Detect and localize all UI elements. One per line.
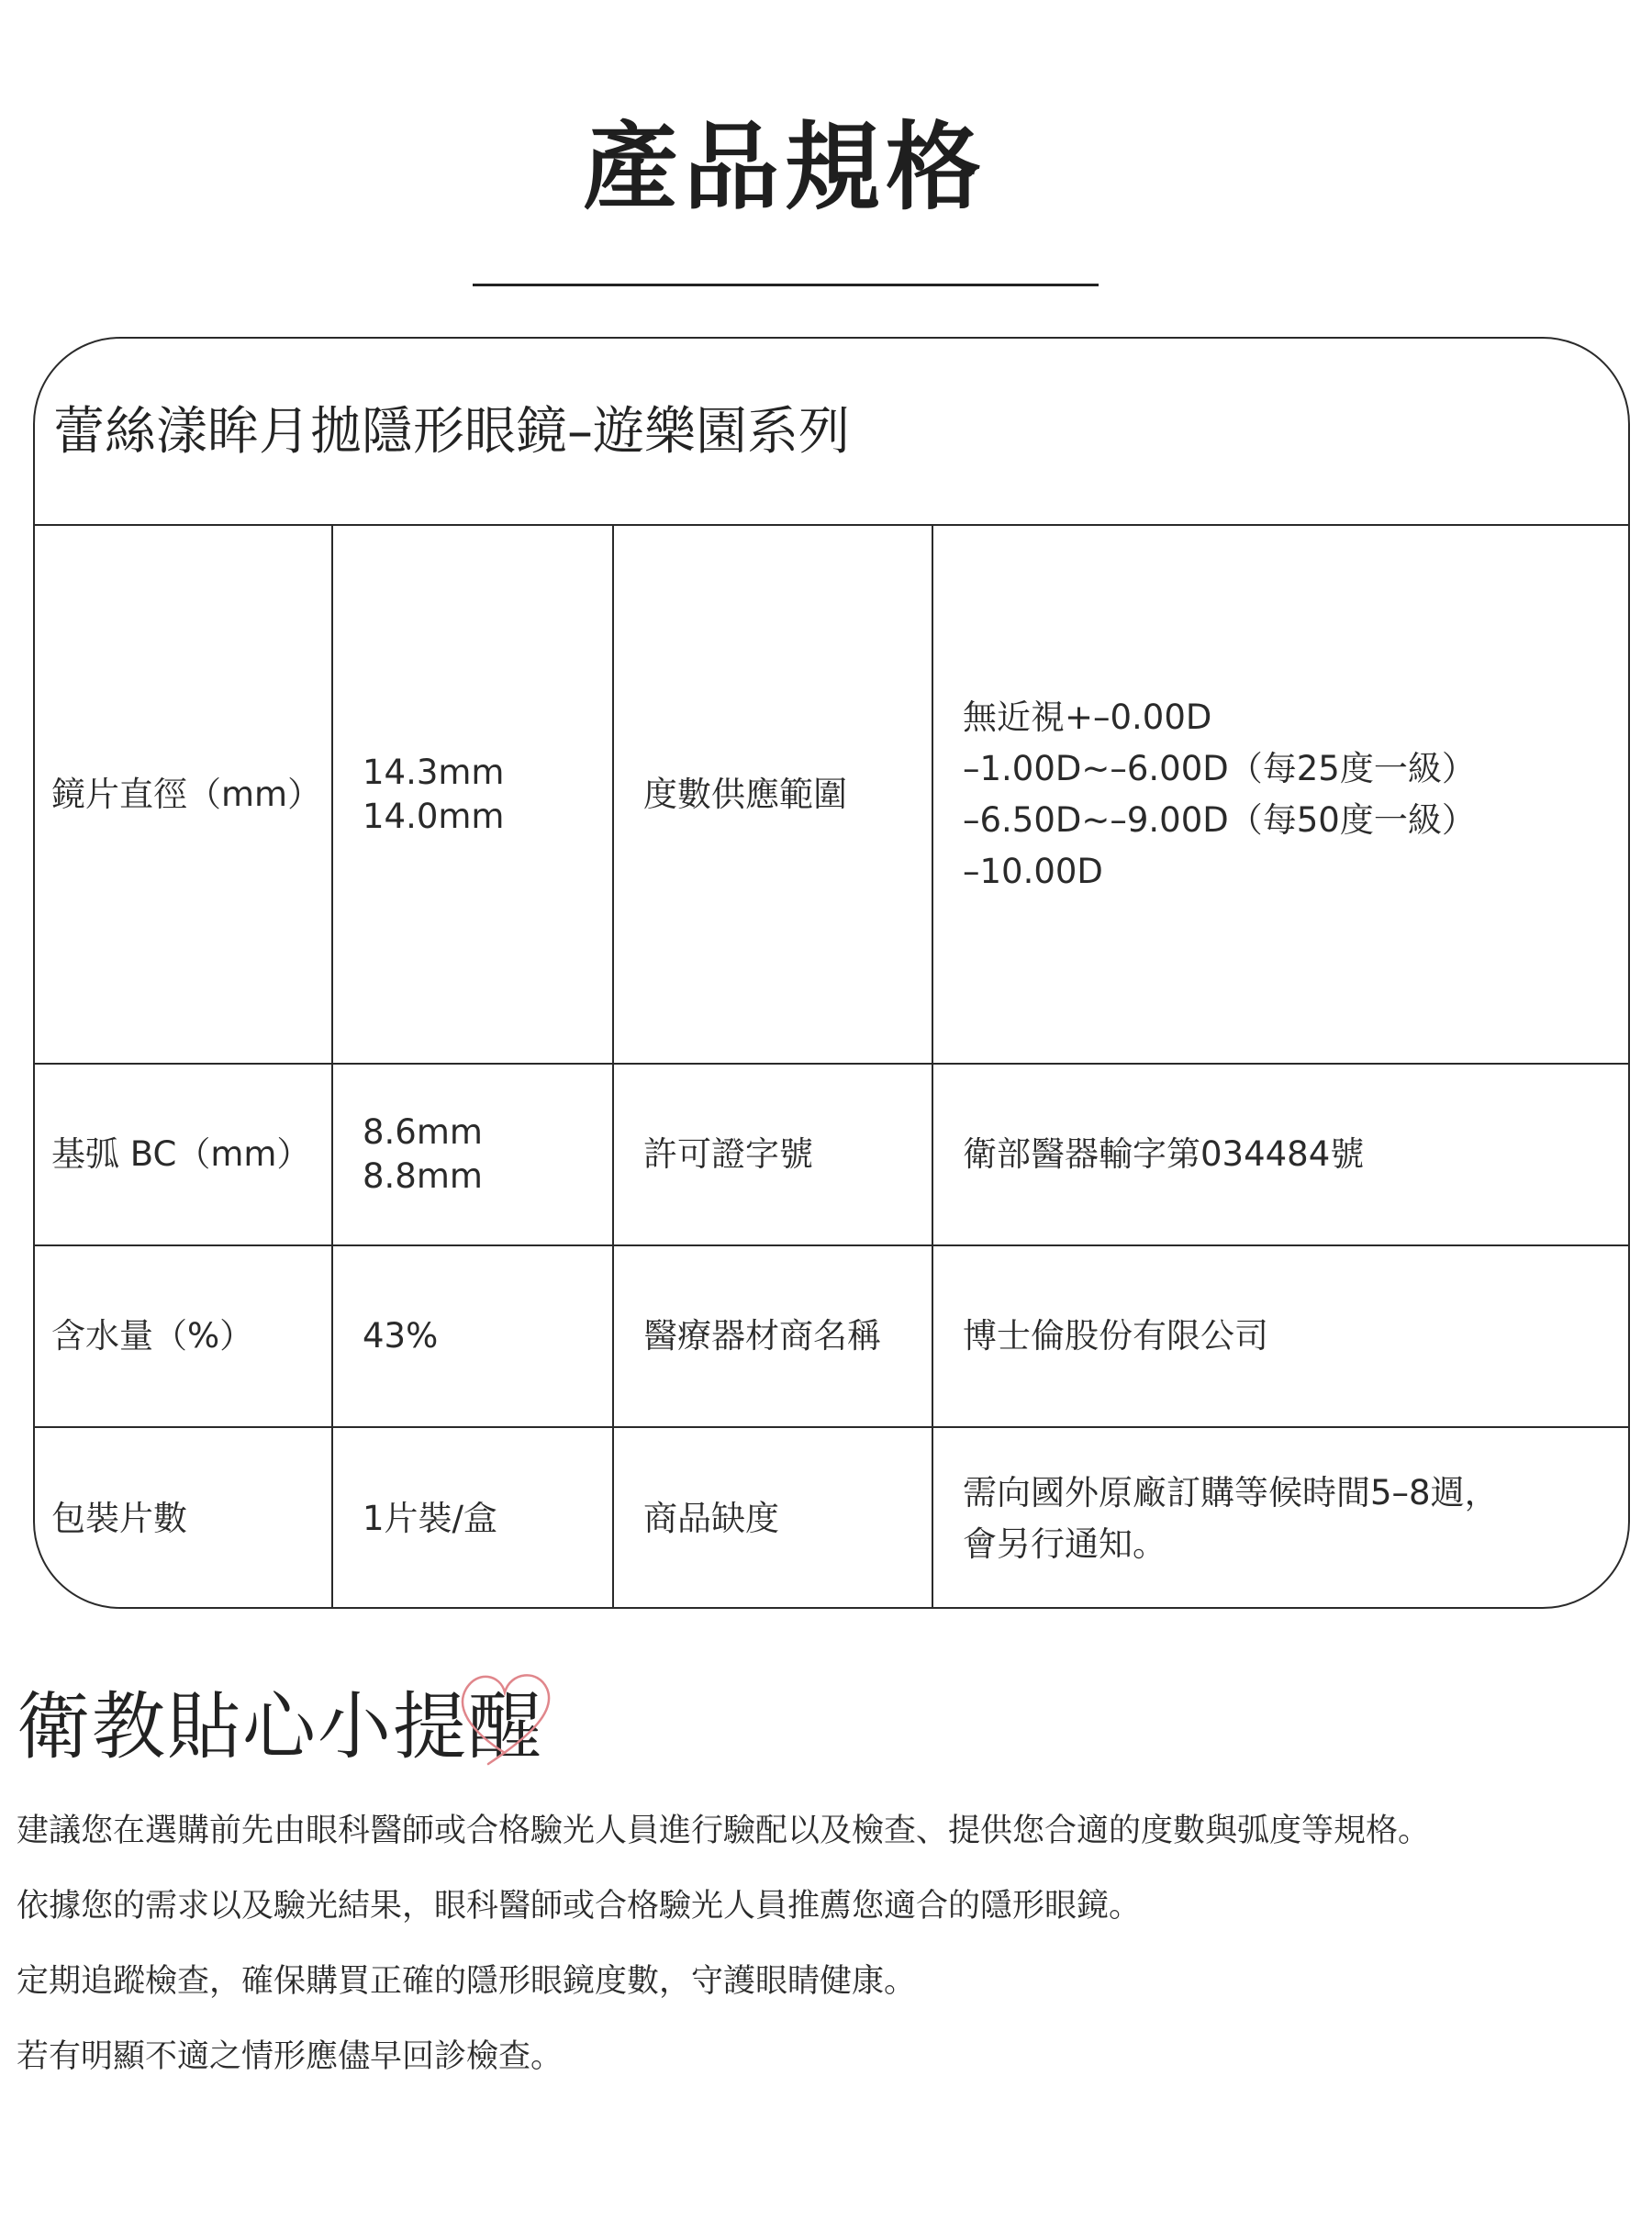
care-tip: 建議您在選購前先由眼科醫師或合格驗光人員進行驗配以及檢查、提供您合適的度數與弧度等規格。 xyxy=(17,1813,1431,1849)
spec-label: 醫療器材商名稱 xyxy=(613,1245,932,1427)
spec-label: 基弧 BC（mm） xyxy=(35,1064,332,1245)
spec-value: 8.6mm 8.8mm xyxy=(332,1064,613,1245)
care-section-title: 衛教貼心小提醒 xyxy=(17,1684,543,1769)
spec-value: 博士倫股份有限公司 xyxy=(932,1245,1630,1427)
heart-icon xyxy=(450,1661,560,1771)
spec-label: 鏡片直徑（mm） xyxy=(35,525,332,1064)
care-tip-list xyxy=(17,1813,1430,2114)
spec-label-out-of-stock: 商品缺度 xyxy=(613,1427,932,1609)
spec-table xyxy=(35,524,1630,1609)
spec-row-base-curve xyxy=(35,1064,1630,1245)
spec-row-diameter xyxy=(35,525,1630,1064)
spec-box xyxy=(33,337,1630,1609)
care-tip: 依據您的需求以及驗光結果，眼科醫師或合格驗光人員推薦您適合的隱形眼鏡。 xyxy=(17,1888,1142,1925)
spec-label: 含水量（%） xyxy=(35,1245,332,1427)
spec-row-water-content xyxy=(35,1245,1630,1427)
spec-value: 1片裝/盒 xyxy=(332,1427,613,1609)
care-tip: 定期追蹤檢查，確保購買正確的隱形眼鏡度數，守護眼睛健康。 xyxy=(17,1963,917,2000)
spec-value: 14.3mm 14.0mm xyxy=(332,525,613,1064)
spec-label: 度數供應範圍 xyxy=(613,525,932,1064)
spec-label: 許可證字號 xyxy=(613,1064,932,1245)
page-title: 產品規格 xyxy=(582,111,987,223)
title-underline xyxy=(473,284,1099,286)
spec-value: 43% xyxy=(332,1245,613,1427)
product-name: 蕾絲漾眸月拋隱形眼鏡–遊樂園系列 xyxy=(53,402,850,462)
spec-value: 無近視+–0.00D –1.00D~–6.00D（每25度一級） –6.50D~–9.00D（每50度一級） –10.00D xyxy=(932,525,1630,1064)
spec-label: 包裝片數 xyxy=(35,1427,332,1609)
spec-value: 衛部醫器輸字第034484號 xyxy=(932,1064,1630,1245)
care-tip: 若有明顯不適之情形應儘早回診檢查。 xyxy=(17,2038,564,2075)
spec-row-package xyxy=(35,1427,1630,1609)
spec-value-notice: 需向國外原廠訂購等候時間5–8週， 會另行通知。 xyxy=(932,1427,1630,1609)
